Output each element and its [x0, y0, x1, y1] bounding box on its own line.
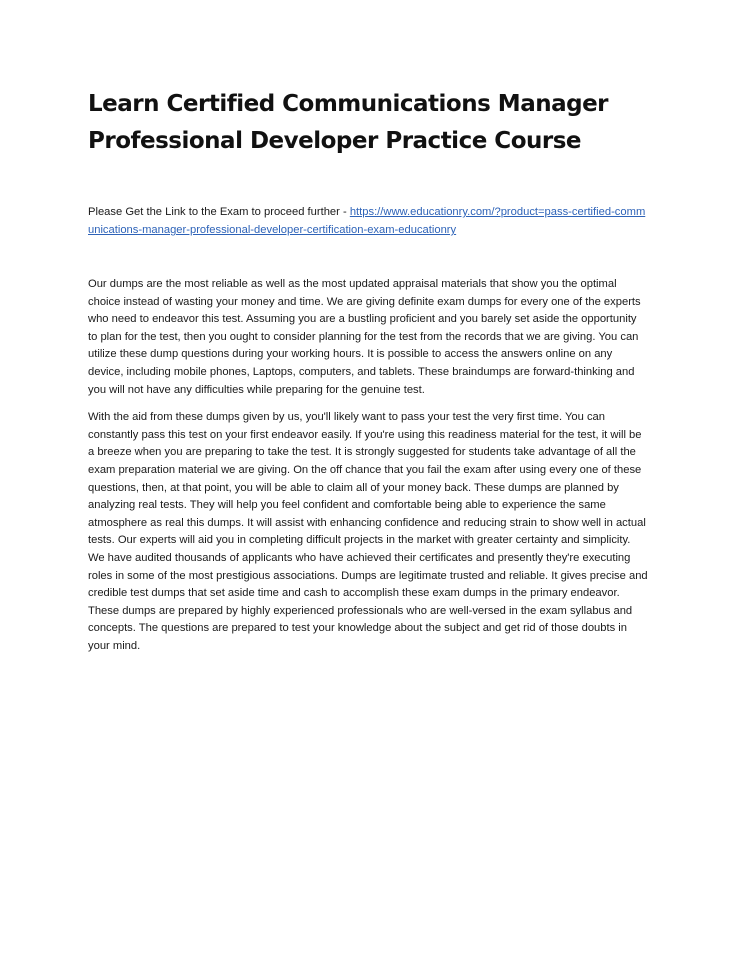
body-paragraph-1: Our dumps are the most reliable as well as the most updated appraisal materials that show you the optimal choice instead of wasting your money and time. We are giving definite exam dumps for every one of the experts who need to endeavor this test. Assuming you are a bustling proficient and you barely set aside the opportunity to plan for the test, then you ought to consider planning for the test from the records that we are giving. You can utilize these dump questions during your working hours. It is possible to access the answers online on any device, including mobile phones, Laptops, computers, and tablets. These braindumps are forward-thinking and you will not have any difficulties while preparing for the genuine test.: [88, 278, 641, 396]
intro-text: Please Get the Link to the Exam to proceed further -: [88, 206, 350, 218]
exam-link-paragraph: [88, 203, 648, 239]
exam-link[interactable]: https://www.educationry.com/?product=pass-certified-communications-manager-professional-developer-certification-exam-educationry: [88, 206, 646, 236]
document-title: Learn Certified Communications Manager Professional Developer Practice Course: [88, 91, 609, 154]
document-content: [88, 86, 648, 655]
body-paragraph-2: With the aid from these dumps given by us, you'll likely want to pass your test the very first time. You can constantly pass this test on your first endeavor easily. If you're using this readiness material for the test, it will be a breeze when you are preparing to take the test. It is strongly suggested for students take advantage of all the exam preparation material we are giving. On the off chance that you fail the exam after using every one of these questions, then, at that point, you will be able to claim all of your money back. These dumps are planned by analyzing real tests. They will help you feel confident and comfortable being able to experience the same atmosphere as real this dumps. It will assist with enhancing confidence and reducing strain to show well in actual tests. Our experts will aid you in completing difficult projects in the market with greater certainty and simplicity. We have audited thousands of applicants who have achieved their certificates and presently they're executing roles in some of the most prestigious associations. Dumps are legitimate trusted and reliable. It gives precise and credible test dumps that set aside time and cash to accomplish these exam dumps in the primary endeavor. These dumps are prepared by highly experienced professionals who are well-versed in the exam syllabus and concepts. The questions are prepared to test your knowledge about the subject and get rid of those doubts in your mind.: [88, 411, 648, 652]
